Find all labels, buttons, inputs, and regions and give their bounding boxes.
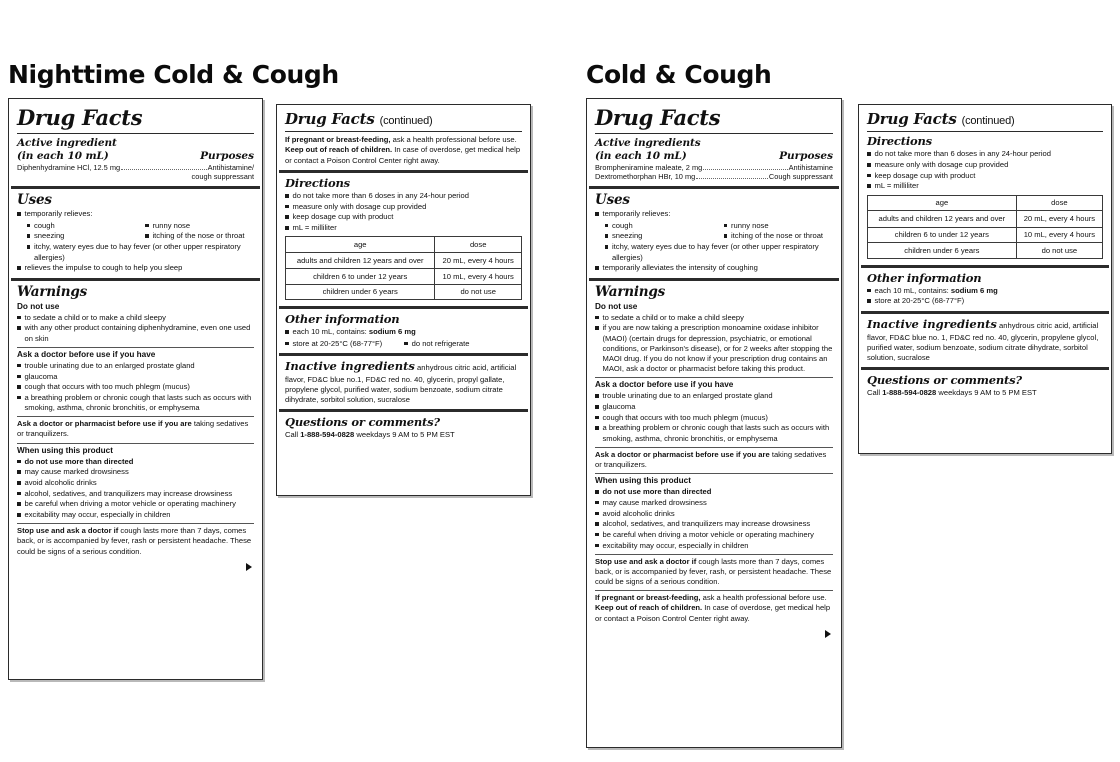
ask-doctor-heading: Ask a doctor before use if you have: [595, 380, 734, 390]
table-row: [286, 269, 522, 284]
inactive-ingredients-text: anhydrous citric acid, artificial flavor, FD&C blue no. 1, FD&C red no. 40, glycerin, propylene glycol, purified water, sodium benzoate, sodium citrate dihydrate, sorbitol solution, sucralose: [867, 321, 1099, 362]
list-item: avoid alcoholic drinks: [17, 478, 254, 488]
do-not-use-list: [595, 313, 833, 375]
list-item: itchy, watery eyes due to hay fever (or other upper respiratory allergies): [595, 242, 833, 262]
keep-out-heading: Keep out of reach of children.: [285, 145, 393, 155]
continued-label: (continued): [379, 115, 433, 127]
drug-facts-heading: Drug Facts: [595, 105, 721, 130]
do-not-use-heading: Do not use: [17, 301, 60, 311]
panel4-other-info-block: [861, 268, 1109, 315]
continuation-arrow-wrap: [17, 558, 254, 576]
cell-age: children under 6 years: [286, 284, 435, 299]
list-item: if you are now taking a prescription monoamine oxidase inhibitor (MAOI) (certain drugs for depression, psychiatric, or emotional conditions, or Parkinson's disease), or for 2 weeks after stopping the MAOI drug. If you do not know if your prescription drug contains an MAOI, ask a doctor or pharmacist before taking this product.: [595, 323, 833, 374]
active-ingredient-purpose: Antihistamine: [788, 162, 833, 172]
column-header-age: age: [286, 237, 435, 252]
drug-facts-panel-3: [586, 98, 842, 748]
list-item: keep dosage cup with product: [867, 171, 1103, 181]
table-row: [286, 252, 522, 268]
phone-number: 1-888-594-0828: [882, 388, 937, 398]
active-ingredient-header: [17, 137, 254, 163]
pregnant-heading: If pregnant or breast-feeding,: [595, 593, 701, 603]
active-ingredient-row: [595, 172, 833, 182]
inactive-ingredients-heading: Inactive ingredients: [867, 317, 997, 332]
ask-pharmacist-text: taking sedatives or tranquilizers.: [595, 449, 827, 469]
storage-list: [285, 338, 382, 349]
ask-pharmacist-paragraph: [595, 450, 833, 470]
panel2-inactive-block: [279, 356, 528, 412]
list-item: [867, 286, 1103, 296]
inactive-ingredients-text: anhydrous citric acid, artificial flavor, FD&C blue no.1, FD&C red no. 40, glycerin, propyl gallate, propylene glycol, purified water, sodium benzoate, sodium citrate dihydrate, sorbitol solution, sucralose: [285, 363, 517, 404]
list-item: be careful when driving a motor vehicle or operating machinery: [595, 530, 833, 540]
warnings-heading: Warnings: [17, 283, 88, 300]
panel4-directions-block: [861, 107, 1109, 268]
list-item: measure only with dosage cup provided: [867, 160, 1103, 170]
stop-use-paragraph: [17, 526, 254, 557]
sodium-label: each 10 mL, contains:: [874, 285, 951, 295]
stop-use-text: cough lasts more than 7 days, comes back, or is accompanied by fever, rash or persistent headache. These could be signs of a serious condition.: [17, 526, 252, 556]
ask-doctor-list: [17, 361, 254, 413]
warnings-heading: Warnings: [595, 283, 666, 300]
cell-dose: 20 mL, every 4 hours: [435, 252, 522, 268]
product-title-nighttime: Nighttime Cold & Cough: [8, 60, 339, 89]
active-ingredient-name: Dextromethorphan HBr, 10 mg: [595, 172, 696, 182]
ask-pharmacist-text: taking sedatives or tranquilizers.: [17, 419, 249, 439]
call-hours: weekdays 9 AM to 5 PM EST: [354, 430, 455, 440]
list-item: itching of the nose or throat: [714, 231, 833, 241]
pregnant-text: ask a health professional before use.: [700, 593, 827, 603]
ask-pharmacist-heading: Ask a doctor or pharmacist before use if you are: [17, 419, 192, 429]
uses-wide-list: [595, 242, 833, 262]
other-information-list: [867, 286, 1103, 307]
list-item: to sedate a child or to make a child sleepy: [17, 313, 254, 323]
cell-age: adults and children 12 years and over: [868, 211, 1017, 227]
dosage-table: [867, 195, 1103, 259]
refrigerate-list: [404, 338, 469, 349]
panel2-title-block: [279, 107, 528, 173]
list-item: temporarily alleviates the intensity of coughing: [595, 263, 833, 273]
panel1-uses-block: [11, 189, 260, 281]
contact-line: [867, 388, 1103, 398]
active-ingredient-name: Brompheniramine maleate, 2 mg: [595, 162, 703, 172]
list-item: may cause marked drowsiness: [17, 467, 254, 477]
list-item: runny nose: [714, 221, 833, 231]
uses-list: [17, 209, 254, 219]
list-item: temporarily relieves:: [595, 209, 833, 219]
when-using-list: [595, 487, 833, 551]
ask-pharmacist-paragraph: [17, 419, 254, 439]
uses-col-right: [136, 221, 255, 242]
list-item: do not use more than directed: [595, 487, 833, 497]
contact-line: [285, 430, 522, 440]
panel2-directions-block: [279, 173, 528, 309]
active-ingredient-name: Diphenhydramine HCl, 12.5 mg: [17, 162, 121, 172]
inactive-ingredients-heading: Inactive ingredients: [285, 359, 415, 374]
table-header-row: [868, 195, 1103, 210]
cell-dose: do not use: [435, 284, 522, 299]
active-ingredient-purpose-cont: cough suppressant: [191, 172, 254, 182]
drug-facts-heading: Drug Facts: [17, 105, 143, 130]
table-row: [868, 227, 1103, 242]
leader-dots: [696, 178, 768, 179]
active-ingredient-purpose: Antihistamine/: [207, 162, 254, 172]
active-ingredient-label: Active ingredient: [17, 137, 117, 150]
leader-dots: [703, 169, 787, 170]
list-item: alcohol, sedatives, and tranquilizers may increase drowsiness: [595, 519, 833, 529]
phone-number: 1-888-594-0828: [300, 430, 355, 440]
list-item: temporarily relieves:: [17, 209, 254, 219]
panel2-other-info-block: [279, 309, 528, 356]
list-item: with any other product containing diphenhydramine, even one used on skin: [17, 323, 254, 343]
panel1-warnings-block: [11, 281, 260, 580]
list-item: keep dosage cup with product: [285, 212, 522, 222]
list-item: a breathing problem or chronic cough that lasts such as occurs with smoking, asthma, chronic bronchitis, or emphysema: [17, 393, 254, 413]
uses-heading: Uses: [595, 191, 630, 208]
directions-heading: Directions: [867, 134, 932, 149]
panel3-uses-block: [589, 189, 839, 281]
cell-age: adults and children 12 years and over: [286, 252, 435, 268]
stop-use-heading: Stop use and ask a doctor if: [17, 526, 119, 536]
stop-use-text: cough lasts more than 7 days, comes back, or is accompanied by fever, rash, or persistent headache. These could be signs of a serious condition.: [595, 556, 832, 587]
inactive-ingredients-paragraph: [285, 359, 522, 405]
list-item: trouble urinating due to an enlarged prostate gland: [17, 361, 254, 371]
list-item: do not refrigerate: [404, 339, 469, 349]
list-item: do not take more than 6 doses in any 24-hour period: [285, 191, 522, 201]
drug-facts-panel-1: [8, 98, 263, 680]
keep-out-paragraph: [595, 603, 833, 623]
dosage-table: [285, 236, 522, 300]
pregnant-heading: If pregnant or breast-feeding,: [285, 135, 391, 145]
list-item: do not use more than directed: [17, 457, 254, 467]
list-item: [285, 327, 522, 337]
when-using-heading: When using this product: [595, 476, 691, 486]
keep-out-paragraph: [285, 145, 522, 165]
list-item: avoid alcoholic drinks: [595, 509, 833, 519]
list-item: be careful when driving a motor vehicle or operating machinery: [17, 499, 254, 509]
list-item: to sedate a child or to make a child sleepy: [595, 313, 833, 323]
questions-heading: Questions or comments?: [867, 373, 1022, 388]
cell-age: children under 6 years: [868, 243, 1017, 258]
list-item: runny nose: [136, 221, 255, 231]
drug-facts-label: Drug Facts: [867, 110, 957, 128]
column-header-dose: dose: [435, 237, 522, 252]
do-not-use-list: [17, 313, 254, 344]
active-ingredient-purpose: Cough suppressant: [768, 172, 833, 182]
uses-col-right: [714, 221, 833, 242]
continuation-arrow-wrap: [595, 625, 833, 643]
continued-label: (continued): [961, 115, 1015, 127]
pregnant-paragraph: [595, 593, 833, 603]
active-ingredients-label: Active ingredients: [595, 137, 701, 150]
list-item: may cause marked drowsiness: [595, 498, 833, 508]
active-ingredient-row: [595, 163, 833, 173]
list-item: glaucoma: [17, 372, 254, 382]
ask-doctor-list: [595, 391, 833, 443]
uses-heading: Uses: [17, 191, 52, 208]
stop-use-heading: Stop use and ask a doctor if: [595, 556, 697, 566]
list-item: excitability may occur, especially in children: [17, 510, 254, 520]
list-item: glaucoma: [595, 402, 833, 412]
inactive-ingredients-paragraph: [867, 317, 1103, 363]
list-item: cough: [17, 221, 136, 231]
column-header-age: age: [868, 195, 1017, 210]
ask-pharmacist-heading: Ask a doctor or pharmacist before use if you are: [595, 449, 770, 459]
active-ingredient-row: [17, 163, 254, 173]
other-information-list: [285, 327, 522, 337]
active-ingredient-dose-basis: (in each 10 mL): [17, 149, 109, 162]
panel3-title-block: [589, 101, 839, 189]
list-item: store at 20-25°C (68-77°F): [867, 296, 1103, 306]
drug-facts-panel-4: [858, 104, 1112, 454]
cell-dose: 10 mL, every 4 hours: [1016, 227, 1102, 242]
drug-facts-label: Drug Facts: [285, 110, 375, 128]
keep-out-heading: Keep out of reach of children.: [595, 603, 703, 613]
call-prefix: Call: [285, 430, 301, 440]
list-item: cough that occurs with too much phlegm (mucus): [17, 382, 254, 392]
panel4-inactive-block: [861, 314, 1109, 370]
leader-dots: [121, 169, 206, 170]
list-item: measure only with dosage cup provided: [285, 202, 522, 212]
list-item: mL = milliliter: [285, 223, 522, 233]
purposes-label: Purposes: [779, 149, 833, 162]
sodium-value: sodium 6 mg: [950, 285, 998, 295]
list-item: cough: [595, 221, 714, 231]
uses-final-list: [17, 263, 254, 273]
when-using-heading: When using this product: [17, 445, 113, 455]
drug-facts-heading-continued: [285, 110, 522, 130]
sodium-value: sodium 6 mg: [368, 327, 416, 337]
directions-list: [285, 191, 522, 233]
keep-out-text: In case of overdose, get medical help or contact a Poison Control Center right away.: [285, 145, 521, 165]
list-item: cough that occurs with too much phlegm (mucus): [595, 413, 833, 423]
continuation-arrow-icon: [246, 563, 252, 571]
list-item: sneezing: [595, 231, 714, 241]
questions-heading: Questions or comments?: [285, 415, 440, 430]
list-item: relieves the impulse to cough to help you sleep: [17, 263, 254, 273]
uses-two-column: [17, 220, 254, 242]
column-header-dose: dose: [1016, 195, 1102, 210]
storage-line: [285, 338, 522, 349]
table-row: [286, 284, 522, 299]
active-ingredients-header: [595, 137, 833, 163]
uses-col-left: [17, 221, 136, 242]
call-hours: weekdays 9 AM to 5 PM EST: [936, 388, 1037, 398]
directions-list: [867, 149, 1103, 191]
cell-dose: 20 mL, every 4 hours: [1016, 211, 1102, 227]
list-item: sneezing: [17, 231, 136, 241]
cell-age: children 6 to under 12 years: [286, 269, 435, 284]
cell-dose: do not use: [1016, 243, 1102, 258]
continuation-arrow-icon: [825, 630, 831, 638]
cell-age: children 6 to under 12 years: [868, 227, 1017, 242]
pregnant-paragraph: [285, 135, 522, 145]
list-item: store at 20-25°C (68-77°F): [285, 339, 382, 349]
panel2-questions-block: [279, 412, 528, 444]
uses-list: [595, 209, 833, 219]
list-item: itching of the nose or throat: [136, 231, 255, 241]
panel1-title-block: [11, 101, 260, 189]
uses-wide-list: [17, 242, 254, 262]
list-item: itchy, watery eyes due to hay fever (or other upper respiratory allergies): [17, 242, 254, 262]
list-item: excitability may occur, especially in children: [595, 541, 833, 551]
uses-two-column: [595, 220, 833, 242]
ask-doctor-heading: Ask a doctor before use if you have: [17, 349, 156, 359]
panel4-questions-block: [861, 370, 1109, 402]
table-header-row: [286, 237, 522, 252]
drug-facts-heading-continued: [867, 110, 1103, 130]
directions-heading: Directions: [285, 175, 350, 190]
table-row: [868, 243, 1103, 258]
list-item: do not take more than 6 doses in any 24-hour period: [867, 149, 1103, 159]
list-item: mL = milliliter: [867, 181, 1103, 191]
do-not-use-heading: Do not use: [595, 301, 638, 311]
other-information-heading: Other information: [867, 270, 982, 285]
uses-col-left: [595, 221, 714, 242]
other-information-heading: Other information: [285, 312, 400, 327]
uses-final-list: [595, 263, 833, 273]
list-item: alcohol, sedatives, and tranquilizers may increase drowsiness: [17, 489, 254, 499]
stop-use-paragraph: [595, 557, 833, 588]
pregnant-text: ask a health professional before use.: [390, 135, 517, 145]
when-using-list: [17, 457, 254, 521]
cell-dose: 10 mL, every 4 hours: [435, 269, 522, 284]
drug-facts-panel-2: [276, 104, 531, 496]
list-item: trouble urinating due to an enlarged prostate gland: [595, 391, 833, 401]
call-prefix: Call: [867, 388, 883, 398]
product-title-daytime: Cold & Cough: [586, 60, 772, 89]
list-item: a breathing problem or chronic cough that lasts such as occurs with smoking, asthma, chronic bronchitis, or emphysema: [595, 423, 833, 443]
purposes-label: Purposes: [200, 149, 254, 162]
table-row: [868, 211, 1103, 227]
keep-out-text: In case of overdose, get medical help or contact a Poison Control Center right away.: [595, 603, 831, 623]
sodium-label: each 10 mL, contains:: [292, 327, 369, 337]
panel3-warnings-block: [589, 281, 839, 647]
active-ingredients-dose-basis: (in each 10 mL): [595, 149, 687, 162]
